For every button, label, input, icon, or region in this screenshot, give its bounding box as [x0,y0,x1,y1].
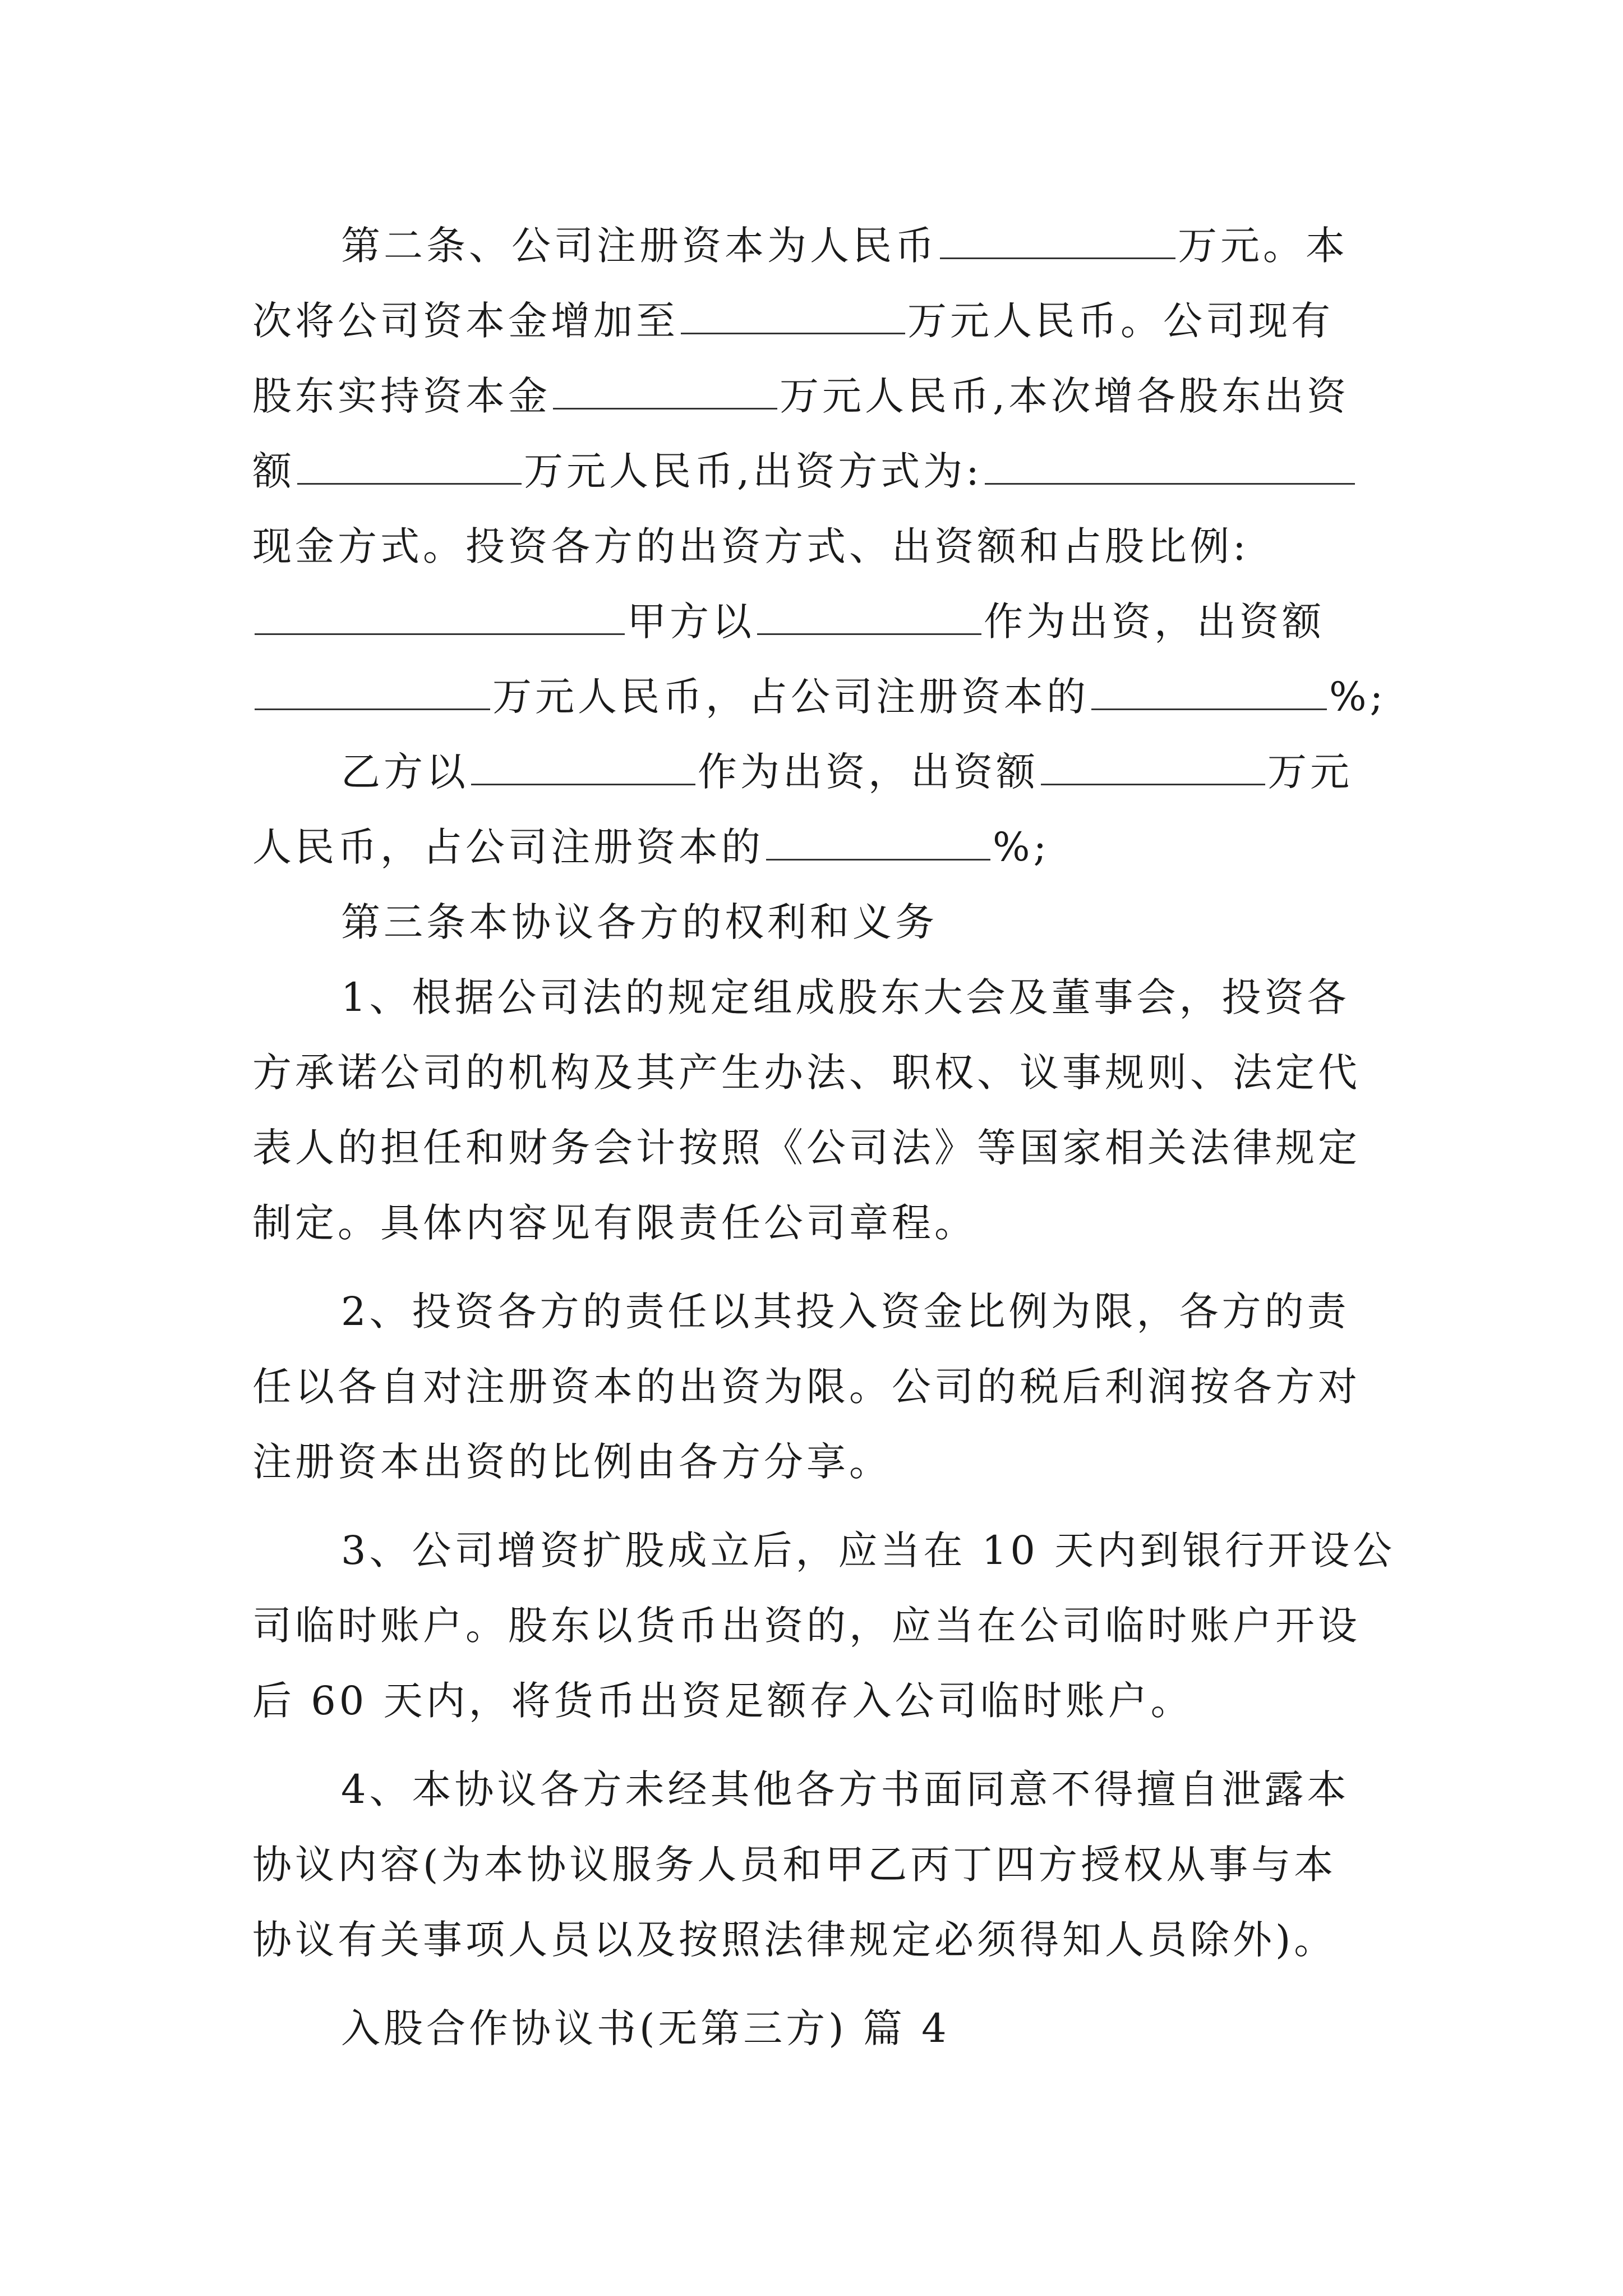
text-segment: 人民币，占公司注册资本的 [252,824,764,870]
fill-blank-party-b-amount[interactable] [1041,744,1265,785]
text-segment: 作为出资，出资额 [698,749,1039,795]
article3-item2-line-3: 注册资本出资的比例由各方分享。 [252,1439,892,1485]
article3-item1-line-2: 方承诺公司的机构及其产生办法、职权、议事规则、法定代 [252,1050,1361,1096]
article2-line-8 [341,733,1463,811]
article3-item3-line-2: 司临时账户。股东以货币出资的，应当在公司临时账户开设 [252,1603,1361,1649]
fill-blank-party-b-percent[interactable] [766,820,990,861]
text-segment: 万元人民币，占公司注册资本的 [492,674,1089,720]
fill-blank-registered-capital[interactable] [940,218,1175,259]
fill-blank-party-a-amount[interactable] [255,669,490,710]
article2-line-4 [252,432,1374,510]
article3-item1-line-3: 表人的担任和财务会计按照《公司法》等国家相关法律规定 [252,1125,1361,1171]
text-segment: %; [993,824,1050,870]
fill-blank-party-a-contribution[interactable] [757,594,981,635]
article2-line-6 [252,582,1374,661]
article2-line-9 [252,808,1374,886]
text-segment: 万元人民币,本次增各股东出资 [780,373,1350,419]
article2-line-5 [252,507,1374,586]
section-heading: 入股合作协议书(无第三方) 篇 4 [341,2005,950,2051]
fill-blank-existing-capital[interactable] [553,369,777,409]
article3-item3-line-3: 后 60 天内，将货币出资足额存入公司临时账户。 [252,1678,1193,1724]
text-segment: 第二条、公司注册资本为人民币 [341,223,938,269]
text-segment: 额 [252,448,295,494]
fill-blank-contribution-amount[interactable] [297,444,522,485]
text-segment: 万元 [1267,749,1353,795]
article3-item2-line-2: 任以各自对注册资本的出资为限。公司的税后利润按各方对 [252,1364,1361,1410]
article3-item1-line-1: 1、根据公司法的规定组成股东大会及董事会，投资各 [341,974,1350,1020]
text-segment: 作为出资，出资额 [984,599,1325,645]
article3-title: 第三条本协议各方的权利和义务 [341,899,938,945]
fill-blank-party-a-percent[interactable] [1091,669,1327,710]
text-segment: 万元。本 [1178,223,1348,269]
article2-line-7 [252,657,1387,736]
article2-line-3 [252,357,1374,435]
article3-item3-line-1: 3、公司增资扩股成立后，应当在 10 天内到银行开设公 [341,1527,1396,1573]
fill-blank-party-a-name[interactable] [255,594,625,635]
fill-blank-contribution-method[interactable] [985,444,1355,485]
article2-line-1 [341,206,1463,285]
fill-blank-increased-capital[interactable] [681,293,905,334]
text-segment: 万元人民币,出资方式为: [524,448,983,494]
fill-blank-party-b-contribution[interactable] [471,744,695,785]
article3-item2-line-1: 2、投资各方的责任以其投入资金比例为限，各方的责 [341,1289,1350,1335]
article3-item4-line-2: 协议内容(为本协议服务人员和甲乙丙丁四方授权从事与本 [252,1842,1337,1888]
text-segment: 万元人民币。公司现有 [907,298,1334,344]
text-segment: 股东实持资本金 [252,373,551,419]
text-segment: 甲方以 [627,599,755,645]
article3-item4-line-3: 协议有关事项人员以及按照法律规定必须得知人员除外)。 [252,1917,1337,1963]
article2-line-2 [252,282,1374,360]
text-segment: 乙方以 [341,749,469,795]
text-segment: 现金方式。投资各方的出资方式、出资额和占股比例: [252,523,1249,569]
text-segment: 次将公司资本金增加至 [252,298,679,344]
text-segment: %; [1329,674,1387,720]
article3-item4-line-1: 4、本协议各方未经其他各方书面同意不得擅自泄露本 [341,1766,1350,1812]
article3-item1-line-4: 制定。具体内容见有限责任公司章程。 [252,1200,977,1246]
